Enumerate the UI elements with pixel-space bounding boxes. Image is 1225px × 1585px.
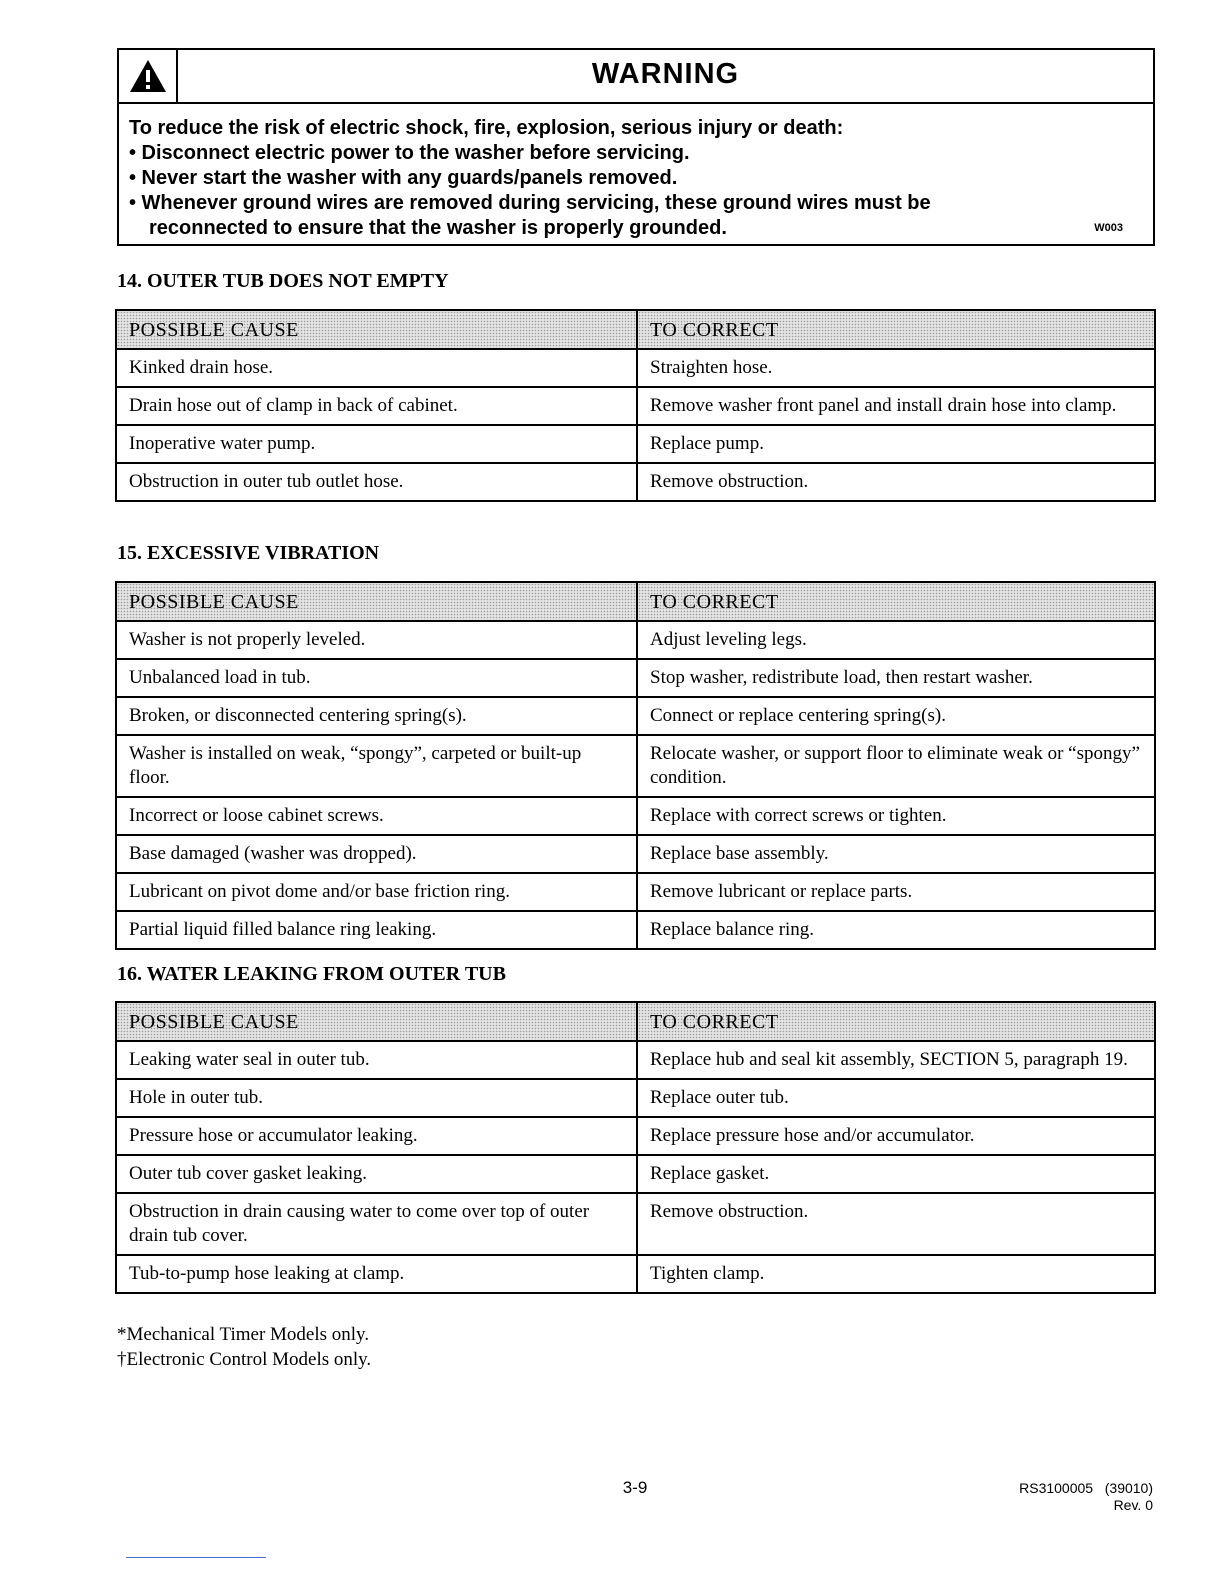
section-title: 16. WATER LEAKING FROM OUTER TUB xyxy=(117,963,506,985)
document-id xyxy=(1019,1480,1153,1514)
correction-cell: Remove washer front panel and install drain hose into clamp. xyxy=(650,395,1117,416)
column-header-correct: TO CORRECT xyxy=(638,1003,1154,1040)
warning-icon-cell xyxy=(119,50,178,102)
footnote: †Electronic Control Models only. xyxy=(117,1349,372,1370)
warning-bullet: • Never start the washer with any guards/panels removed. xyxy=(129,167,678,189)
correction-cell: Replace outer tub. xyxy=(650,1087,789,1108)
page-number: 3-9 xyxy=(622,1478,648,1497)
table-row xyxy=(117,1192,1154,1254)
warning-body xyxy=(129,116,1143,241)
column-header-correct: TO CORRECT xyxy=(638,311,1154,348)
correction-cell: Remove lubricant or replace parts. xyxy=(650,881,913,902)
warning-triangle-icon xyxy=(128,57,168,95)
correction-cell: Replace with correct screws or tighten. xyxy=(650,805,947,826)
troubleshooting-table xyxy=(115,1001,1156,1294)
table-header-row xyxy=(117,311,1154,348)
cause-cell: Partial liquid filled balance ring leaking. xyxy=(117,912,638,948)
warning-intro: To reduce the risk of electric shock, fire, explosion, serious injury or death: xyxy=(129,117,844,139)
cause-cell: Incorrect or loose cabinet screws. xyxy=(117,798,638,834)
troubleshooting-table xyxy=(115,581,1156,950)
cause-cell: Obstruction in drain causing water to come over top of outer drain tub cover. xyxy=(117,1194,638,1254)
warning-box xyxy=(117,48,1155,246)
column-header-cause: POSSIBLE CAUSE xyxy=(117,1003,638,1040)
warning-bullet: • Disconnect electric power to the washer before servicing. xyxy=(129,142,690,164)
cause-cell: Inoperative water pump. xyxy=(117,426,638,462)
cause-cell: Broken, or disconnected centering spring(s). xyxy=(117,698,638,734)
correction-cell: Replace hub and seal kit assembly, SECTION 5, paragraph 19. xyxy=(650,1049,1128,1070)
column-header-correct: TO CORRECT xyxy=(638,583,1154,620)
column-header-cause: POSSIBLE CAUSE xyxy=(117,583,638,620)
table-row xyxy=(117,696,1154,734)
table-row xyxy=(117,910,1154,948)
cause-cell: Leaking water seal in outer tub. xyxy=(117,1042,638,1078)
cause-cell: Outer tub cover gasket leaking. xyxy=(117,1156,638,1192)
correction-cell: Remove obstruction. xyxy=(650,1201,809,1222)
correction-cell: Replace pressure hose and/or accumulator. xyxy=(650,1125,975,1146)
table-header-row xyxy=(117,1003,1154,1040)
cause-cell: Base damaged (washer was dropped). xyxy=(117,836,638,872)
table-row xyxy=(117,462,1154,500)
column-header-cause: POSSIBLE CAUSE xyxy=(117,311,638,348)
cause-cell: Hole in outer tub. xyxy=(117,1080,638,1116)
cause-cell: Obstruction in outer tub outlet hose. xyxy=(117,464,638,500)
cause-cell: Lubricant on pivot dome and/or base friction ring. xyxy=(117,874,638,910)
footnotes xyxy=(117,1322,371,1372)
correction-cell: Tighten clamp. xyxy=(650,1263,765,1284)
table-row xyxy=(117,1116,1154,1154)
revision-label: Rev. 0 xyxy=(1113,1497,1153,1513)
correction-cell: Replace pump. xyxy=(650,433,764,454)
correction-cell: Replace balance ring. xyxy=(650,919,815,940)
table-row xyxy=(117,386,1154,424)
warning-bullet: • Whenever ground wires are removed during servicing, these ground wires must be reconnected to ensure that the washer is properly grounded. xyxy=(129,192,931,239)
cause-cell: Drain hose out of clamp in back of cabinet. xyxy=(117,388,638,424)
correction-cell: Replace base assembly. xyxy=(650,843,829,864)
correction-cell: Relocate washer, or support floor to eliminate weak or “spongy” condition. xyxy=(650,743,1140,788)
cause-cell: Washer is not properly leveled. xyxy=(117,622,638,658)
warning-code: W003 xyxy=(1094,222,1123,234)
correction-cell: Stop washer, redistribute load, then restart washer. xyxy=(650,667,1033,688)
table-row xyxy=(117,734,1154,796)
table-row xyxy=(117,872,1154,910)
cause-cell: Kinked drain hose. xyxy=(117,350,638,386)
correction-cell: Remove obstruction. xyxy=(650,471,809,492)
table-row xyxy=(117,348,1154,386)
table-row xyxy=(117,1040,1154,1078)
troubleshooting-table xyxy=(115,309,1156,502)
cause-cell: Washer is installed on weak, “spongy”, carpeted or built-up floor. xyxy=(117,736,638,796)
correction-cell: Adjust leveling legs. xyxy=(650,629,807,650)
correction-cell: Connect or replace centering spring(s). xyxy=(650,705,946,726)
table-row xyxy=(117,834,1154,872)
table-row xyxy=(117,1078,1154,1116)
section-title: 15. EXCESSIVE VIBRATION xyxy=(117,542,380,564)
cause-cell: Tub-to-pump hose leaking at clamp. xyxy=(117,1256,638,1292)
cause-cell: Unbalanced load in tub. xyxy=(117,660,638,696)
cause-cell: Pressure hose or accumulator leaking. xyxy=(117,1118,638,1154)
correction-cell: Straighten hose. xyxy=(650,357,773,378)
table-row xyxy=(117,424,1154,462)
table-row xyxy=(117,1254,1154,1292)
table-row xyxy=(117,620,1154,658)
table-row xyxy=(117,658,1154,696)
section-title: 14. OUTER TUB DOES NOT EMPTY xyxy=(117,270,449,292)
warning-title: WARNING xyxy=(591,58,740,90)
table-row xyxy=(117,1154,1154,1192)
table-row xyxy=(117,796,1154,834)
warning-header xyxy=(119,50,1153,104)
scan-artifact-line xyxy=(126,1557,266,1558)
footnote: *Mechanical Timer Models only. xyxy=(117,1324,370,1345)
table-header-row xyxy=(117,583,1154,620)
document-number: RS3100005 (39010) xyxy=(1019,1480,1153,1496)
correction-cell: Replace gasket. xyxy=(650,1163,770,1184)
